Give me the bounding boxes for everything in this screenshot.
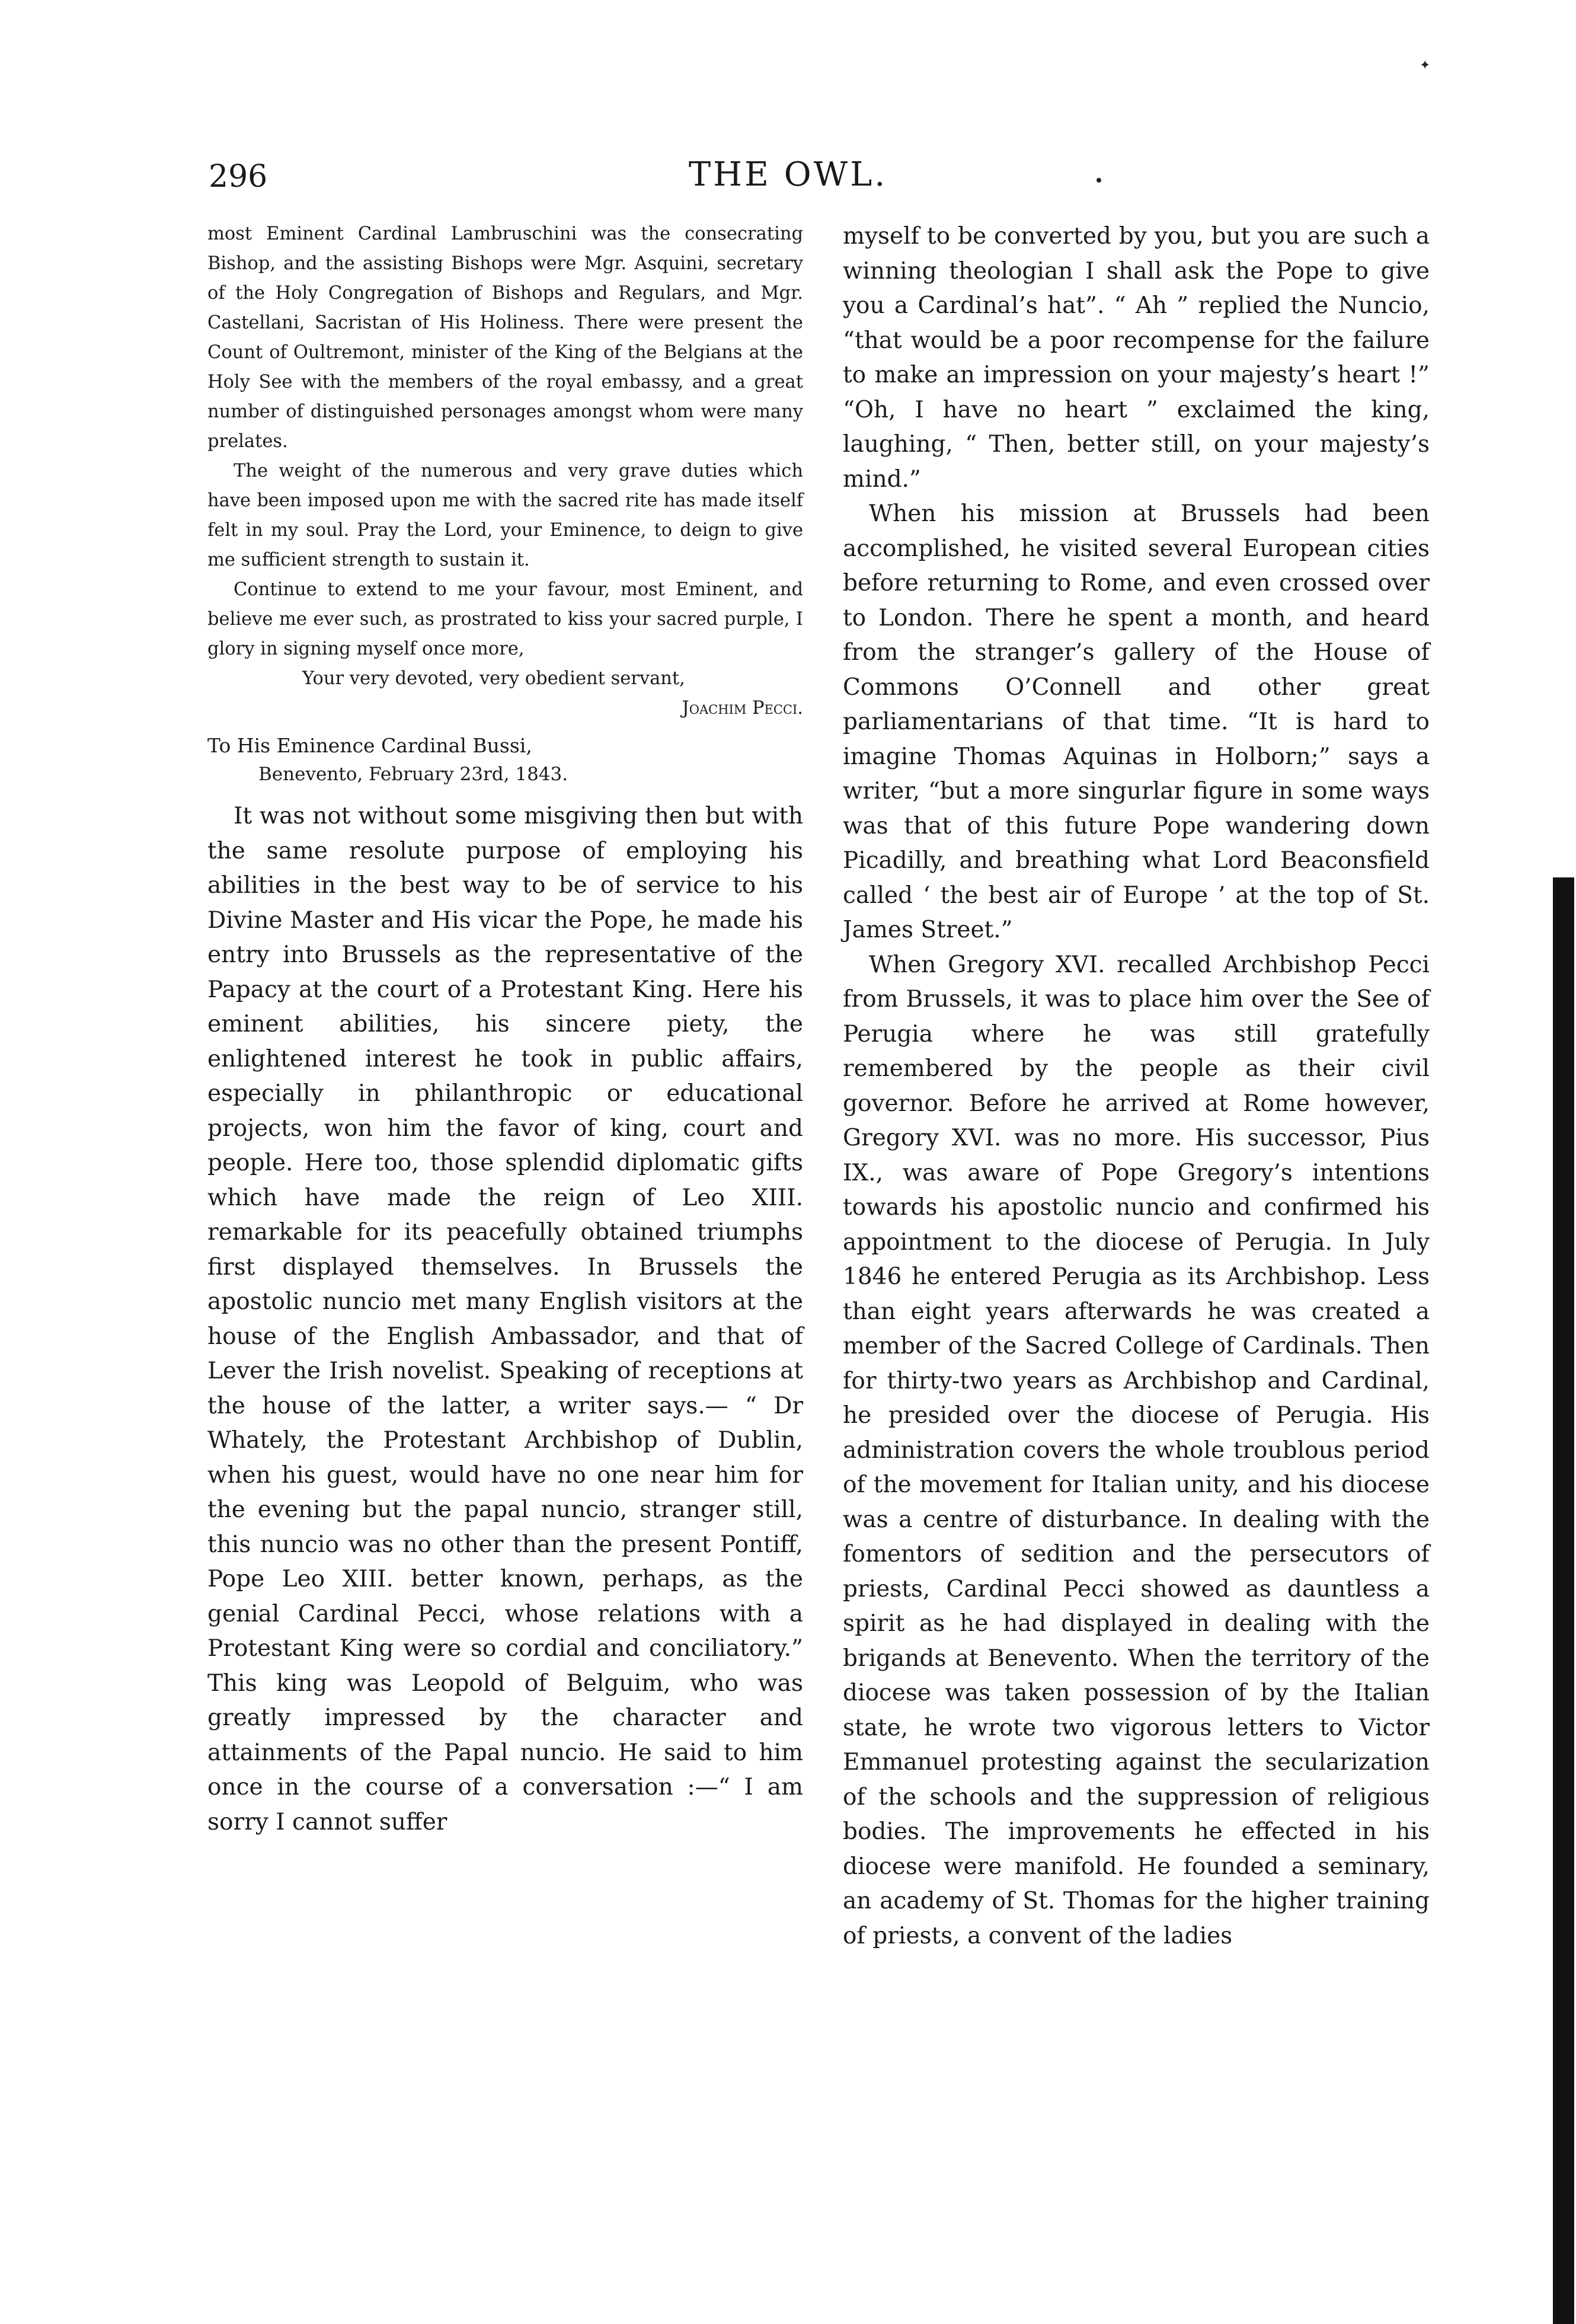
article-body-left bbox=[207, 799, 803, 1840]
letter-place-date: Benevento, February 23rd, 1843. bbox=[258, 764, 568, 785]
letter-paragraph: most Eminent Cardinal Lambruschini was the consecrating Bishop, and the assisting Bishops were Mgr. Asquini, secretary of the Holy Congregation of Bishops and Regulars, and Mgr. Castellani, Sacristan of His Holiness. There were present the Count of Oultremont, minister of the King of the Belgians at the Holy See with the members of the royal embassy, and a great number of distinguished personages amongst whom were many prelates. bbox=[207, 224, 803, 452]
page-number: 296 bbox=[209, 159, 268, 194]
letter-closing: Your very devoted, very obedient servant, bbox=[302, 668, 685, 689]
left-column bbox=[207, 219, 803, 1840]
letter-text bbox=[207, 219, 803, 664]
letter-addressee: To His Eminence Cardinal Bussi, bbox=[207, 734, 532, 757]
stray-dot bbox=[1097, 178, 1101, 183]
letter-paragraph: The weight of the numerous and very grave duties which have been imposed upon me with the sacred rite has made itself felt in my soul. Pray the Lord, your Eminence, to deign to give me sufficient strength to sustain it. bbox=[207, 461, 803, 570]
body-paragraph: When Gregory XVI. recalled Archbishop Pecci from Brussels, it was to place him over the See of Perugia where he was still gratefully remembered by the people as their civil governor. Before he arrived at Rome however, Gregory XVI. was no more. His successor, Pius IX., was aware of Pope Gregory’s intentions towards his apostolic nuncio and confirmed his appointment to the diocese of Perugia. In July 1846 he entered Perugia as its Archbishop. Less than eight years afterwards he was created a member of the Sacred College of Cardinals. Then for thirty-two years as Archbishop and Cardinal, he presided over the diocese of Perugia. His administration covers the whole troublous period of the movement for Italian unity, and his diocese was a centre of disturbance. In dealing with the fomentors of sedition and the persecutors of priests, Cardinal Pecci showed as dauntless a spirit as he had displayed in dealing with the brigands at Benevento. When the territory of the diocese was taken possession of by the Italian state, he wrote two vigorous letters to Victor Emmanuel protesting against the secularization of the schools and the suppression of religious bodies. The improvements he effected in his diocese were manifold. He founded a seminary, an academy of St. Thomas for the higher training of priests, a convent of the ladies bbox=[843, 951, 1430, 1949]
body-paragraph: When his mission at Brussels had been accomplished, he visited several European cities before returning to Rome, and even crossed over to London. There he spent a month, and heard from the stranger’s gallery of the House of Commons O’Connell and other great parliamentarians of that time. “It is hard to imagine Thomas Aquinas in Holborn;” says a writer, “but a more singurlar figure in some ways was that of this future Pope wandering down Picadilly, and breathing what Lord Beaconsfield called ‘ the best air of Europe ’ at the top of St. James Street.” bbox=[843, 500, 1430, 943]
letter-paragraph: Continue to extend to me your favour, most Eminent, and believe me ever such, as prostrated to kiss your sacred purple, I glory in signing myself once more, bbox=[207, 579, 803, 659]
corner-mark: ✦ bbox=[1420, 58, 1431, 73]
scan-binding-edge bbox=[1553, 877, 1574, 2324]
right-column bbox=[843, 219, 1430, 1953]
body-paragraph: It was not without some misgiving then but with the same resolute purpose of employing his abilities in the best way to be of service to his Divine Master and His vicar the Pope, he made his entry into Brussels as the representative of the Papacy at the court of a Protestant King. Here his eminent abilities, his sincere piety, the enlightened interest he took in public affairs, especially in philanthropic or educational projects, won him the favor of king, court and people. Here too, those splendid diplomatic gifts which have made the reign of Leo XIII. remarkable for its peacefully obtained triumphs first displayed themselves. In Brussels the apostolic nuncio met many English visitors at the house of the English Ambassador, and that of Lever the Irish novelist. Speaking of receptions at the house of the latter, a writer says.— “ Dr Whately, the Protestant Archbishop of Dublin, when his guest, would have no one near him for the evening but the papal nuncio, stranger still, this nuncio was no other than the present Pontiff, Pope Leo XIII. better known, perhaps, as the genial Cardinal Pecci, whose relations with a Protestant King were so cordial and conciliatory.” This king was Leopold of Belguim, who was greatly impressed by the character and attainments of the Papal nuncio. He said to him once in the course of a conversation :—“ I am sorry I cannot suffer bbox=[207, 803, 803, 1835]
running-title: THE OWL. bbox=[688, 155, 888, 194]
body-paragraph: myself to be converted by you, but you are such a winning theologian I shall ask the Pope to give you a Cardinal’s hat”. “ Ah ” replied the Nuncio, “that would be a poor recompense for the failure to make an impression on your majesty’s heart !” “Oh, I have no heart ” exclaimed the king, laughing, “ Then, better still, on your majesty’s mind.” bbox=[843, 223, 1430, 493]
letter-signature: Joachim Pecci. bbox=[682, 698, 803, 719]
